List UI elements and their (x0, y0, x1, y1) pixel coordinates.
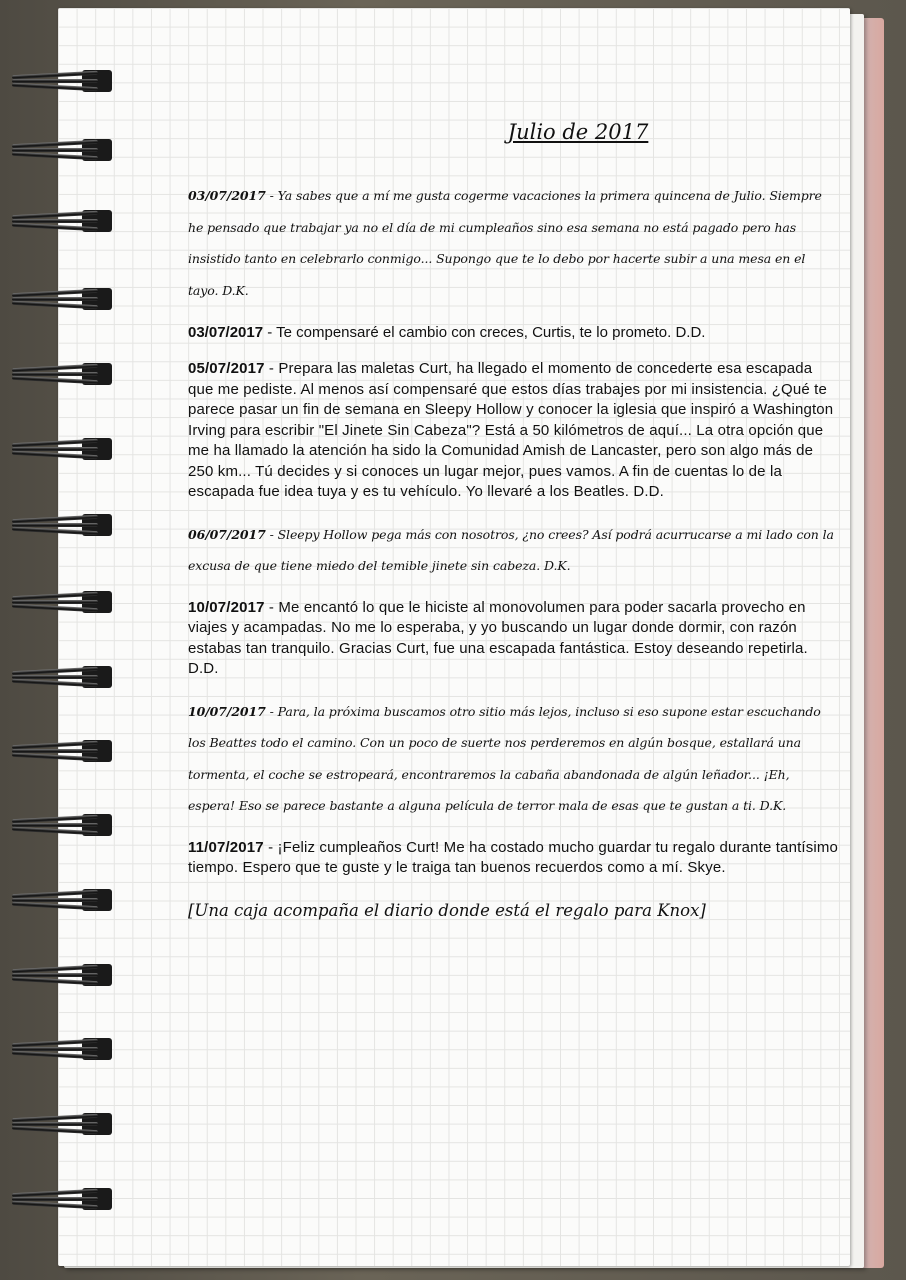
entry-text: Para, la próxima buscamos otro sitio más lejos, incluso si eso supone estar escuchando los Beattes todo el camino. Con un poco de suerte nos perderemos en algún bosque, estallará una tormenta, el coche se estropeará, encontraremos la cabaña abandonada de algún leñador... ¡Eh, espera! Eso se parece bastante a alguna película de terror mala de esas que te gustan a ti. D.K. (188, 703, 821, 813)
entry-date: 03/07/2017 (188, 188, 266, 203)
spiral-ring (12, 357, 108, 391)
spiral-ring (12, 585, 108, 619)
diary-entry: 06/07/2017 - Sleepy Hollow pega más con nosotros, ¿no crees? Así podrá acurrucarse a mi lado con la excusa de que tiene miedo del temible jinete sin cabeza. D.K. (188, 526, 834, 573)
entry-date: 10/07/2017 (188, 703, 266, 719)
diary-entry: 10/07/2017 - Me encantó lo que le hiciste al monovolumen para poder sacarla provecho en viajes y acampadas. No me lo esperaba, y yo buscando un lugar donde dormir, con razón estabas tan tranquilo. Gracias Curt, fue una escapada fantástica. Estoy deseando repetirla. D.D. (188, 598, 808, 677)
entry-date: 03/07/2017 (188, 324, 264, 341)
spiral-ring (12, 432, 108, 466)
page-title: Julio de 2017 (507, 120, 649, 144)
diary-entry: 10/07/2017 - Para, la próxima buscamos otro sitio más lejos, incluso si eso supone estar escuchando los Beattes todo el camino. Con un poco de suerte nos perderemos en algún bosque, estallará una tormenta, el coche se estropeará, encontraremos la cabaña abandonada de algún leñador... ¡Eh, espera! Eso se parece bastante a alguna película de terror mala de esas que te gustan a ti. D.K. (188, 703, 821, 813)
entry-text: ¡Feliz cumpleaños Curt! Me ha costado mucho guardar tu regalo durante tantísimo tiempo. Espero que te guste y le traiga tan buenos recuerdos como a mí. Skye. (188, 838, 838, 876)
notebook-page (58, 8, 850, 1266)
spiral-ring (12, 808, 108, 842)
entry-text: Prepara las maletas Curt, ha llegado el momento de concederte esa escapada que me pediste. Al menos así compensaré que estos días trabajes por mi insistencia. ¿Qué te parece pasar un fin de semana en Sleepy Hollow y conocer la iglesia que inspiró a Washington Irving para escribir "El Jinete Sin Cabeza"? Está a 50 kilómetros de aquí... La otra opción que me ha llamado la atención ha sido la Comunidad Amish de Lancaster, pero son algo más de 250 km... Tú decides y si conoces un lugar mejor, pues vamos. A fin de cuentas lo de la escapada fue idea tuya y es tu vehículo. Yo llevaré a los Beatles. D.D. (188, 360, 834, 500)
entry-text: Ya sabes que a mí me gusta cogerme vacaciones la primera quincena de Julio. Siempre he pensado que trabajar ya no el día de mi cumpleaños sino esa semana no está pagado pero has insistido tanto en celebrarlo conmigo... Supongo que te lo debo por hacerte subir a una mesa en el tayo. D.K. (188, 188, 822, 298)
spiral-ring (12, 958, 108, 992)
spiral-ring (12, 508, 108, 542)
entry-text: Te compensaré el cambio con creces, Curtis, te lo prometo. D.D. (276, 324, 706, 341)
spiral-ring (12, 1182, 108, 1216)
diary-entry: 05/07/2017 - Prepara las maletas Curt, ha llegado el momento de concederte esa escapada que me pediste. Al menos así compensaré que estos días trabajes por mi insistencia. ¿Qué te parece pasar un fin de semana en Sleepy Hollow y conocer la iglesia que inspiró a Washington Irving para escribir "El Jinete Sin Cabeza"? Está a 50 kilómetros de aquí... La otra opción que me ha llamado la atención ha sido la Comunidad Amish de Lancaster, pero son algo más de 250 km... Tú decides y si conoces un lugar mejor, pues vamos. A fin de cuentas lo de la escapada fue idea tuya y es tu vehículo. Yo llevaré a los Beatles. D.D. (188, 360, 834, 500)
entry-text: Me encantó lo que le hiciste al monovolumen para poder sacarla provecho en viajes y acampadas. No me lo esperaba, y yo buscando un lugar donde dormir, con razón estabas tan tranquilo. Gracias Curt, fue una escapada fantástica. Estoy deseando repetirla. D.D. (188, 598, 808, 677)
spiral-ring (12, 1032, 108, 1066)
spiral-ring (12, 204, 108, 238)
spiral-ring (12, 64, 108, 98)
entry-date: 06/07/2017 (188, 526, 266, 542)
entry-date: 11/07/2017 (188, 838, 264, 856)
diary-entry: 03/07/2017 - Ya sabes que a mí me gusta cogerme vacaciones la primera quincena de Julio. Siempre he pensado que trabajar ya no el día de mi cumpleaños sino esa semana no está pagado pero has insistido tanto en celebrarlo conmigo... Supongo que te lo debo por hacerte subir a una mesa en el tayo. D.K. (188, 188, 822, 298)
spiral-ring (12, 734, 108, 768)
diary-entry: 03/07/2017 - Te compensaré el cambio con creces, Curtis, te lo prometo. D.D. (188, 324, 706, 341)
entry-text: Sleepy Hollow pega más con nosotros, ¿no crees? Así podrá acurrucarse a mi lado con la excusa de que tiene miedo del temible jinete sin cabeza. D.K. (188, 526, 834, 573)
diary-content (188, 120, 838, 920)
spiral-ring (12, 133, 108, 167)
diary-entry: 11/07/2017 - ¡Feliz cumpleaños Curt! Me ha costado mucho guardar tu regalo durante tantísimo tiempo. Espero que te guste y le traiga tan buenos recuerdos como a mí. Skye. (188, 838, 838, 876)
spiral-ring (12, 660, 108, 694)
entry-date: 10/07/2017 (188, 598, 265, 616)
closing-note: [Una caja acompaña el diario donde está el regalo para Knox] (188, 900, 706, 920)
entry-date: 05/07/2017 (188, 360, 265, 377)
spiral-ring (12, 1107, 108, 1141)
spiral-ring (12, 282, 108, 316)
spiral-ring (12, 883, 108, 917)
